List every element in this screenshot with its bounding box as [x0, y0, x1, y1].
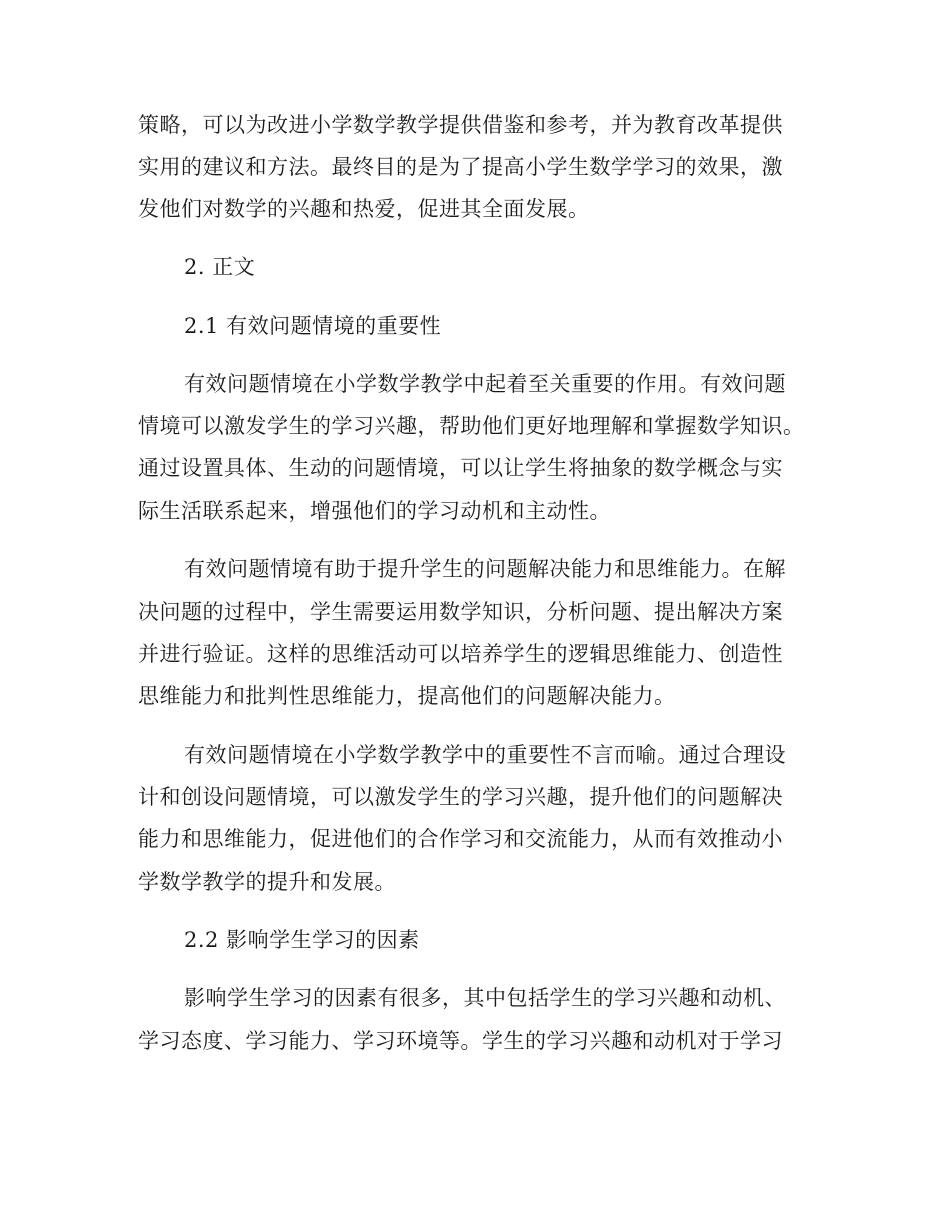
section-heading-2-1: 2.1 有效问题情境的重要性	[184, 314, 442, 338]
text-line: 学习态度、学习能力、学习环境等。学生的学习兴趣和动机对于学习	[138, 1029, 783, 1053]
text-line: 思维能力和批判性思维能力，提高他们的问题解决能力。	[138, 684, 676, 708]
text-line: 影响学生学习的因素有很多，其中包括学生的学习兴趣和动机、	[184, 986, 786, 1010]
text-line: 有效问题情境在小学数学教学中的重要性不言而喻。通过合理设	[184, 743, 786, 767]
text-line: 有效问题情境有助于提升学生的问题解决能力和思维能力。在解	[184, 557, 786, 581]
text-line: 情境可以激发学生的学习兴趣，帮助他们更好地理解和掌握数学知识。	[138, 414, 805, 438]
section-heading-2: 2. 正文	[184, 255, 256, 279]
text-line: 际生活联系起来，增强他们的学习动机和主动性。	[138, 499, 611, 523]
text-line: 实用的建议和方法。最终目的是为了提高小学生数学学习的效果，激	[138, 155, 783, 179]
text-line: 计和创设问题情境，可以激发学生的学习兴趣，提升他们的问题解决	[138, 785, 783, 809]
text-line: 有效问题情境在小学数学教学中起着至关重要的作用。有效问题	[184, 372, 786, 396]
text-line: 策略，可以为改进小学数学教学提供借鉴和参考，并为教育改革提供	[138, 113, 783, 137]
text-line: 通过设置具体、生动的问题情境，可以让学生将抽象的数学概念与实	[138, 456, 783, 480]
text-line: 学数学教学的提升和发展。	[138, 870, 396, 894]
text-line: 并进行验证。这样的思维活动可以培养学生的逻辑思维能力、创造性	[138, 642, 783, 666]
text-line: 决问题的过程中，学生需要运用数学知识，分析问题、提出解决方案	[138, 600, 783, 624]
section-heading-2-2: 2.2 影响学生学习的因素	[184, 928, 420, 952]
text-line: 能力和思维能力，促进他们的合作学习和交流能力，从而有效推动小	[138, 827, 783, 851]
text-line: 发他们对数学的兴趣和热爱，促进其全面发展。	[138, 197, 590, 221]
